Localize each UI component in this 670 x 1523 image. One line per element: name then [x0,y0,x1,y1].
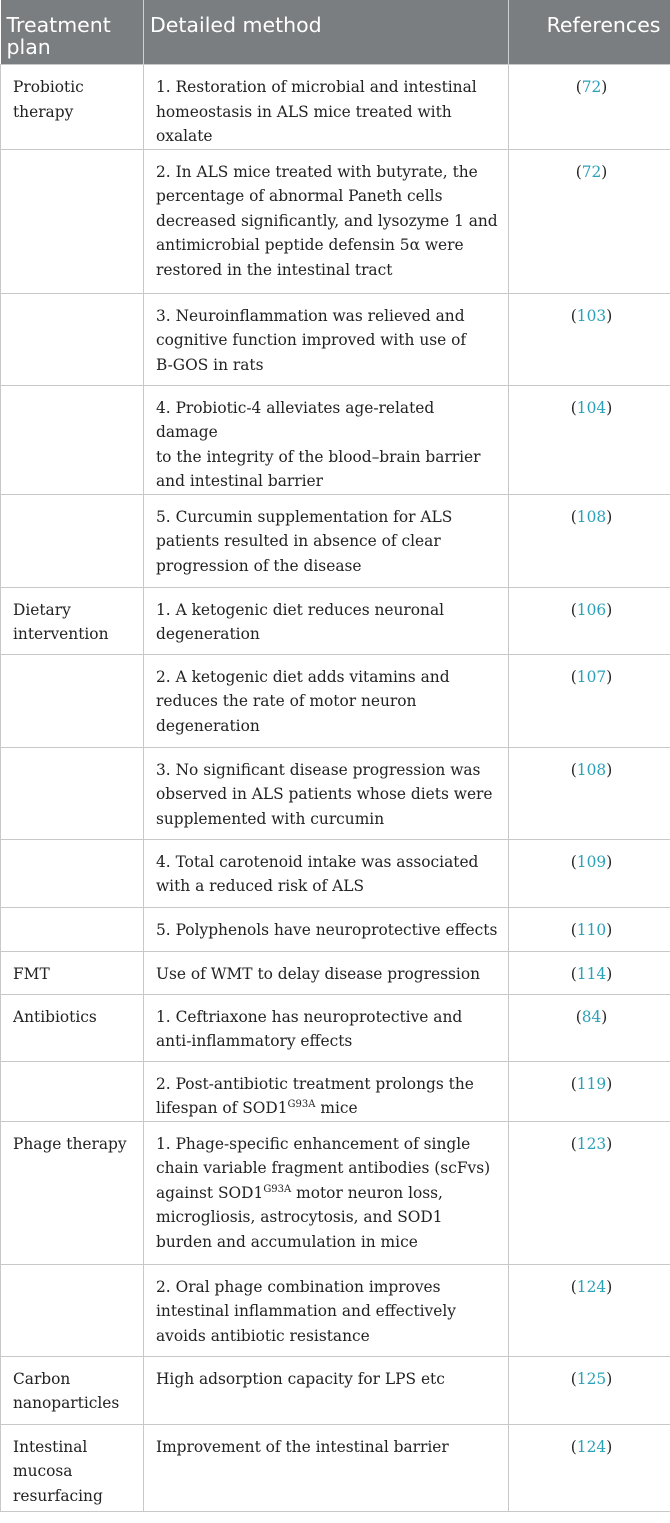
method-text: 1. Restoration of microbial and intestinal [156,78,477,96]
method-text: against SOD1 [156,1183,264,1202]
reference-cell: (124) [509,1264,670,1356]
method-text: High adsorption capacity for LPS etc [156,1369,445,1388]
table-row [1,494,670,587]
treatment-plan-text: FMT [13,964,50,983]
treatment-plan-cell [1,385,144,494]
table-row [1,1264,670,1356]
treatment-plan-text: nanoparticles [13,1394,120,1412]
method-text: 4. Total carotenoid intake was associated [156,852,479,871]
table-row [1,149,670,293]
treatment-plan-cell [1,1061,144,1121]
detailed-method-cell [144,994,509,1061]
detailed-method-cell [144,1264,509,1356]
method-text: 2. In ALS mice treated with butyrate, the [156,162,478,181]
detailed-method-cell [144,907,509,951]
method-text: chain variable fragment antibodies (scFvs) [156,1159,491,1177]
method-text: percentage of abnormal Paneth cells [156,187,443,205]
treatment-plan-text: Antibiotics [13,1007,97,1026]
treatment-plan-cell [1,149,144,293]
method-text: avoids antibiotic resistance [156,1326,370,1345]
reference-cell: (106) [509,587,670,654]
table-row [1,907,670,951]
treatment-plan-text: mucosa [13,1462,73,1480]
method-text: microgliosis, astrocytosis, and SOD1 [156,1208,443,1226]
method-text: B-GOS in rats [156,355,264,374]
treatment-plan-text: therapy [13,102,74,121]
header-treatment-plan-line2: plan [6,35,51,59]
detailed-method-cell [144,385,509,494]
detailed-method-cell [144,149,509,293]
treatment-plan-text: Carbon [13,1369,71,1388]
superscript-text: G93A [287,1098,316,1110]
table-row [1,65,670,150]
method-text: supplemented with curcumin [156,809,385,828]
treatment-plan-cell [1,994,144,1061]
reference-cell: (84) [509,994,670,1061]
method-text: 2. A ketogenic diet adds vitamins and [156,667,450,686]
treatment-plan-cell [1,587,144,654]
reference-cell: (107) [509,654,670,747]
method-text: reduces the rate of motor neuron [156,692,417,710]
reference-link[interactable]: 104 [576,398,607,417]
reference-link[interactable]: 109 [576,852,607,871]
reference-cell: (124) [509,1424,670,1511]
detailed-method-cell [144,747,509,839]
method-text: Improvement of the intestinal barrier [156,1437,449,1456]
reference-cell: (108) [509,494,670,587]
method-text: degeneration [156,716,260,735]
table-row [1,654,670,747]
header-treatment-plan-line1: Treatment [6,13,111,37]
reference-cell: (125) [509,1356,670,1424]
method-text: degeneration [156,625,260,643]
treatment-plan-text: Phage therapy [13,1134,127,1153]
reference-cell: (114) [509,951,670,994]
method-text: anti-inflammatory effects [156,1032,353,1050]
reference-link[interactable]: 123 [576,1134,607,1153]
table-row [1,1424,670,1511]
table-row [1,587,670,654]
method-text: lifespan of SOD1 [156,1099,288,1117]
treatment-plan-cell [1,293,144,385]
treatment-plan-cell [1,1264,144,1356]
table-row [1,1121,670,1264]
header-treatment-plan [1,0,144,65]
table-row [1,385,670,494]
reference-cell: (103) [509,293,670,385]
method-text: burden and accumulation in mice [156,1232,418,1251]
treatment-plan-cell [1,1424,144,1511]
reference-link[interactable]: 110 [576,920,607,939]
reference-cell: (109) [509,839,670,907]
method-text: patients resulted in absence of clear [156,532,441,550]
method-text: with a reduced risk of ALS [156,877,364,895]
method-text: and intestinal barrier [156,472,323,490]
reference-link[interactable]: 114 [576,964,607,983]
treatment-plan-cell [1,747,144,839]
method-text: antimicrobial peptide defensin 5α were [156,236,464,254]
method-text: 1. Ceftriaxone has neuroprotective and [156,1007,463,1026]
method-text: homeostasis in ALS mice treated with [156,102,452,121]
method-text: 3. No significant disease progression was [156,760,481,779]
method-text: 1. A ketogenic diet reduces neuronal [156,600,445,619]
table-row [1,747,670,839]
method-text: 5. Curcumin supplementation for ALS [156,507,453,526]
reference-link[interactable]: 106 [576,600,607,619]
method-text: decreased significantly, and lysozyme 1 and [156,211,498,230]
reference-cell: (72) [509,65,670,150]
header-detailed-method: Detailed method [144,0,509,65]
reference-cell: (104) [509,385,670,494]
reference-link[interactable]: 125 [576,1369,607,1388]
method-text: oxalate [156,127,213,145]
method-text: 3. Neuroinflammation was relieved and [156,306,465,325]
treatment-plan-text: Intestinal [13,1437,88,1456]
method-text: to the integrity of the blood–brain barrier [156,447,481,466]
reference-link[interactable]: 72 [581,78,602,96]
treatment-plan-text: intervention [13,625,109,643]
treatment-plan-cell [1,65,144,150]
table-body [1,65,670,1512]
reference-cell: (119) [509,1061,670,1121]
method-text: 4. Probiotic-4 alleviates age-related damage [156,398,435,441]
reference-link[interactable]: 119 [576,1074,607,1093]
superscript-text: G93A [263,1183,292,1195]
detailed-method-cell [144,1121,509,1264]
method-text: 1. Phage-specific enhancement of single [156,1134,471,1153]
table-row [1,994,670,1061]
table-row [1,1356,670,1424]
detailed-method-cell [144,1061,509,1121]
treatment-plan-text: Probiotic [13,78,84,96]
table-row [1,839,670,907]
detailed-method-cell [144,1424,509,1511]
method-text: cognitive function improved with use of [156,331,467,349]
reference-link[interactable]: 124 [576,1437,607,1456]
treatment-plan-cell [1,1121,144,1264]
reference-cell: (110) [509,907,670,951]
detailed-method-cell [144,293,509,385]
detailed-method-cell [144,839,509,907]
table-row [1,293,670,385]
reference-link[interactable]: 84 [581,1007,602,1026]
treatment-plan-cell [1,907,144,951]
detailed-method-cell [144,494,509,587]
treatment-plan-cell [1,951,144,994]
reference-link[interactable]: 124 [576,1277,607,1296]
method-text: progression of the disease [156,556,362,575]
treatment-plan-cell [1,654,144,747]
method-text: 5. Polyphenols have neuroprotective effects [156,920,498,939]
method-text: observed in ALS patients whose diets were [156,785,493,803]
header-references: References [509,0,670,65]
reference-cell: (123) [509,1121,670,1264]
detailed-method-cell [144,654,509,747]
treatment-plan-cell [1,839,144,907]
table-header [1,0,670,65]
method-text: mice [315,1099,358,1117]
detailed-method-cell [144,951,509,994]
method-text: Use of WMT to delay disease progression [156,964,480,983]
table-row [1,1061,670,1121]
treatment-plan-text: resurfacing [13,1486,103,1505]
treatment-plan-text: Dietary [13,600,71,619]
reference-link[interactable]: 108 [576,507,607,526]
reference-link[interactable]: 72 [581,162,602,181]
detailed-method-cell [144,587,509,654]
method-text: 2. Oral phage combination improves [156,1277,441,1296]
table-row [1,951,670,994]
treatment-plan-cell [1,494,144,587]
treatment-plan-cell [1,1356,144,1424]
reference-link[interactable]: 108 [576,760,607,779]
reference-cell: (108) [509,747,670,839]
detailed-method-cell [144,65,509,150]
reference-link[interactable]: 103 [576,306,607,325]
detailed-method-cell [144,1356,509,1424]
method-text: intestinal inflammation and effectively [156,1302,456,1320]
header-row [1,0,670,65]
method-text: motor neuron loss, [291,1183,443,1202]
reference-cell: (72) [509,149,670,293]
reference-link[interactable]: 107 [576,667,607,686]
method-text: restored in the intestinal tract [156,260,393,279]
method-text: 2. Post-antibiotic treatment prolongs the [156,1074,474,1093]
